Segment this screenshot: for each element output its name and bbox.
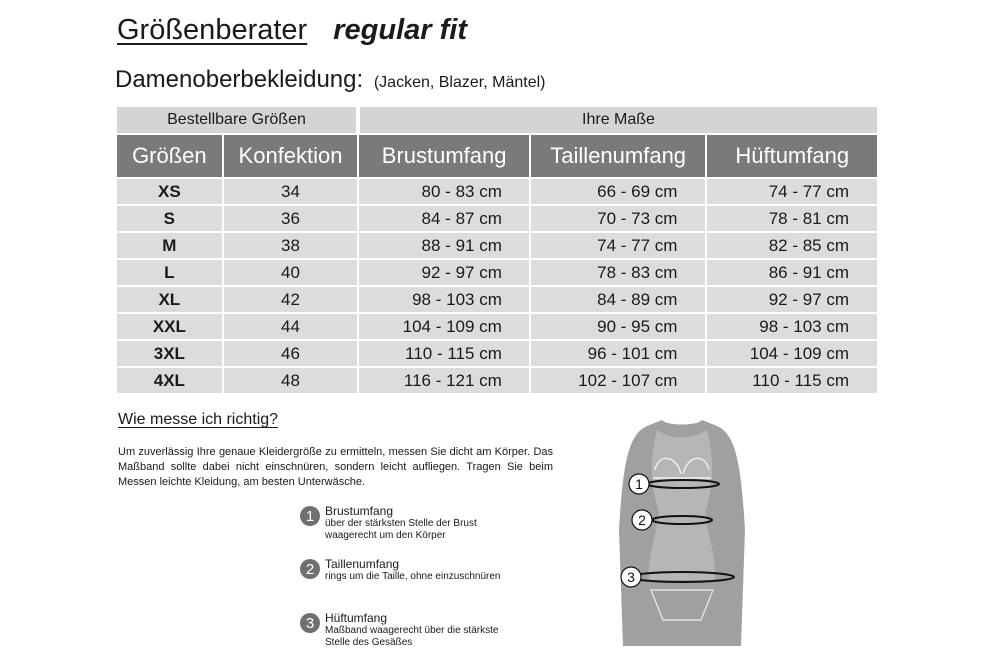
step-number-badge: 3 xyxy=(300,613,320,633)
size-row xyxy=(117,287,877,312)
size-row xyxy=(117,260,877,285)
table-cell: L xyxy=(117,260,222,285)
marker-3 xyxy=(621,567,641,587)
size-row xyxy=(117,206,877,231)
page-title xyxy=(117,14,467,47)
category-heading xyxy=(115,66,545,94)
group-header-sizes: Bestellbare Größen xyxy=(117,107,356,133)
column-header: Taillenumfang xyxy=(531,135,706,177)
table-cell: 98 - 103 cm xyxy=(359,287,529,312)
table-cell: 82 - 85 cm xyxy=(707,233,877,258)
table-cell: 88 - 91 cm xyxy=(359,233,529,258)
svg-text:1: 1 xyxy=(635,476,643,492)
step-description: Maßband waagerecht über die stärkste Stelle des Gesäßes xyxy=(325,625,499,648)
table-cell: 116 - 121 cm xyxy=(359,368,529,393)
table-cell: 38 xyxy=(224,233,358,258)
fit-label: regular fit xyxy=(333,14,468,46)
marker-1 xyxy=(629,474,649,494)
torso-highlight xyxy=(649,430,716,580)
step-title: Brustumfang xyxy=(325,504,394,518)
table-cell: 48 xyxy=(224,368,358,393)
table-cell: 74 - 77 cm xyxy=(531,233,706,258)
table-cell: 110 - 115 cm xyxy=(707,368,877,393)
step-number-badge: 1 xyxy=(300,506,320,526)
table-cell: 96 - 101 cm xyxy=(531,341,706,366)
guide-heading: Wie messe ich richtig? xyxy=(118,411,279,428)
step-title: Hüftumfang xyxy=(325,611,388,625)
table-cell: 74 - 77 cm xyxy=(707,179,877,204)
table-cell: 44 xyxy=(224,314,358,339)
table-cell: 4XL xyxy=(117,368,222,393)
table-cell: 78 - 81 cm xyxy=(707,206,877,231)
step-description: rings um die Taille, ohne einzuschnüren xyxy=(325,571,501,582)
title-text: Größenberater xyxy=(117,14,308,46)
table-cell: 104 - 109 cm xyxy=(707,341,877,366)
table-cell: 104 - 109 cm xyxy=(359,314,529,339)
size-table xyxy=(117,107,877,395)
table-cell: S xyxy=(117,206,222,231)
column-header: Größen xyxy=(117,135,222,177)
column-header: Konfektion xyxy=(224,135,358,177)
table-cell: M xyxy=(117,233,222,258)
table-cell: 84 - 89 cm xyxy=(531,287,706,312)
table-cell: 66 - 69 cm xyxy=(531,179,706,204)
table-cell: 42 xyxy=(224,287,358,312)
table-cell: XS xyxy=(117,179,222,204)
size-row xyxy=(117,179,877,204)
step-description: über der stärksten Stelle der Brust waagerecht um den Körper xyxy=(325,518,477,541)
table-cell: XL xyxy=(117,287,222,312)
body-figure-illustration xyxy=(617,420,747,646)
table-cell: 90 - 95 cm xyxy=(531,314,706,339)
marker-2 xyxy=(632,510,652,530)
table-cell: 80 - 83 cm xyxy=(359,179,529,204)
size-row xyxy=(117,233,877,258)
table-cell: 34 xyxy=(224,179,358,204)
table-cell: XXL xyxy=(117,314,222,339)
step-3 xyxy=(300,612,525,649)
table-body xyxy=(117,179,877,393)
table-cell: 98 - 103 cm xyxy=(707,314,877,339)
size-row xyxy=(117,314,877,339)
table-cell: 36 xyxy=(224,206,358,231)
table-cell: 102 - 107 cm xyxy=(531,368,706,393)
step-1 xyxy=(300,505,500,542)
table-cell: 70 - 73 cm xyxy=(531,206,706,231)
step-number-badge: 2 xyxy=(300,559,320,579)
category-title: Damenoberbekleidung: xyxy=(115,66,364,93)
svg-text:3: 3 xyxy=(627,569,635,585)
table-cell: 86 - 91 cm xyxy=(707,260,877,285)
table-cell: 46 xyxy=(224,341,358,366)
table-cell: 92 - 97 cm xyxy=(359,260,529,285)
table-cell: 3XL xyxy=(117,341,222,366)
table-cell: 78 - 83 cm xyxy=(531,260,706,285)
table-cell: 84 - 87 cm xyxy=(359,206,529,231)
step-title: Taillenumfang xyxy=(325,557,400,571)
table-cell: 110 - 115 cm xyxy=(359,341,529,366)
column-header: Hüftumfang xyxy=(707,135,877,177)
size-row xyxy=(117,341,877,366)
column-header: Brustumfang xyxy=(359,135,529,177)
group-header-measures: Ihre Maße xyxy=(360,107,877,133)
group-header-row xyxy=(117,107,877,133)
table-cell: 92 - 97 cm xyxy=(707,287,877,312)
category-detail: (Jacken, Blazer, Mäntel) xyxy=(373,74,546,91)
column-header-row xyxy=(117,135,877,177)
table-cell: 40 xyxy=(224,260,358,285)
svg-text:2: 2 xyxy=(638,512,646,528)
step-2 xyxy=(300,558,500,583)
guide-intro: Um zuverlässig Ihre genaue Kleidergröße zu ermitteln, messen Sie dicht am Körper. Das Maßband sollte dabei nicht einschnüren, sondern leicht aufliegen. Tragen Sie beim Messen leichte Kleidung, am besten Unterwäsche. xyxy=(118,446,553,488)
size-row xyxy=(117,368,877,393)
